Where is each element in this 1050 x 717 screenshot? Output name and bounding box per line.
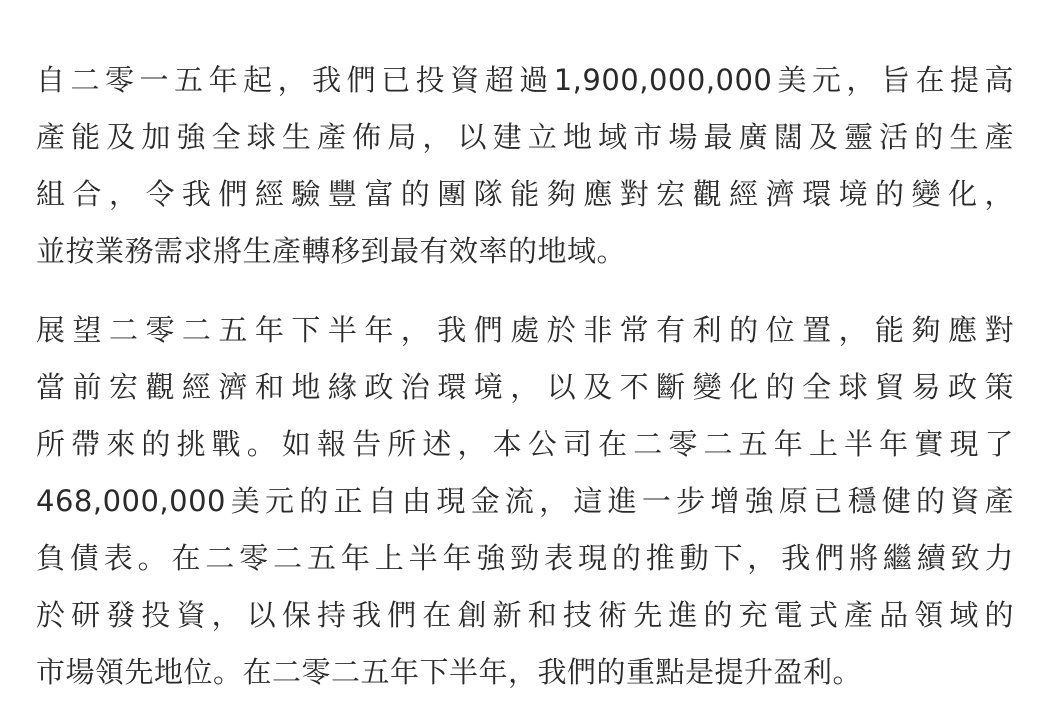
text-line: 468,000,000美元的正自由現金流，這進一步增強原已穩健的資產 — [36, 484, 1014, 518]
text-line: 所帶來的挑戰。如報告所述，本公司在二零二五年上半年實現了 — [36, 427, 1014, 461]
text-line: 產能及加強全球生產佈局，以建立地域市場最廣闊及靈活的生產 — [36, 120, 1014, 154]
paragraph-spacer — [36, 280, 1014, 302]
text-line: 自二零一五年起，我們已投資超過1,900,000,000美元，旨在提高 — [36, 63, 1014, 97]
text-line: 市場領先地位。在二零二五年下半年，我們的重點是提升盈利。 — [36, 655, 863, 689]
text-line: 負債表。在二零二五年上半年強勁表現的推動下，我們將繼續致力 — [36, 541, 1014, 575]
text-line: 當前宏觀經濟和地緣政治環境，以及不斷變化的全球貿易政策 — [36, 370, 1014, 404]
text-line: 展望二零二五年下半年，我們處於非常有利的位置，能夠應對 — [36, 313, 1014, 347]
text-line: 並按業務需求將生產轉移到最有效率的地域。 — [36, 234, 627, 268]
document-body — [36, 52, 1014, 701]
paragraph-outlook — [36, 302, 1014, 701]
paragraph-investment — [36, 52, 1014, 280]
text-line: 組合，令我們經驗豐富的團隊能夠應對宏觀經濟環境的變化， — [36, 177, 1014, 211]
text-line: 於研發投資，以保持我們在創新和技術先進的充電式產品領域的 — [36, 598, 1014, 632]
